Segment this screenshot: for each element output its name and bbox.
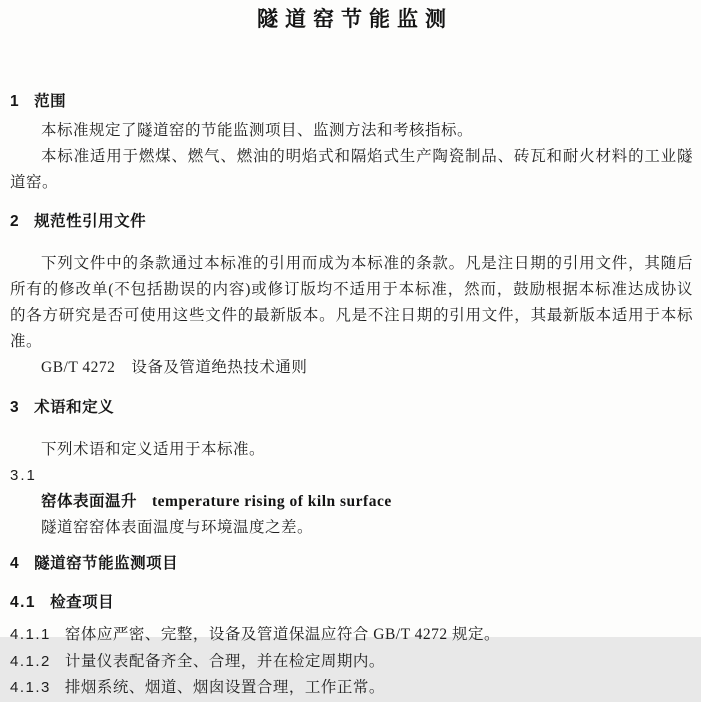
section-1-number: 1	[10, 93, 21, 110]
check-item-2-number: 4.1.2	[10, 652, 51, 670]
document-title: 隧道窑节能监测	[257, 8, 453, 31]
check-item-1-number: 4.1.1	[10, 626, 51, 643]
section-4-heading	[10, 555, 693, 573]
section-4-1-number: 4.1	[10, 594, 37, 611]
section-4-number: 4	[10, 555, 21, 572]
check-item-2	[10, 649, 693, 676]
section-2-number: 2	[10, 213, 21, 230]
section-1-heading	[10, 93, 693, 111]
section-3-title: 术语和定义	[34, 399, 115, 416]
section-1-paragraph-2: 本标准适用于燃煤、燃气、燃油的明焰式和隔焰式生产陶瓷制品、砖瓦和耐火材料的工业隧道窑。	[10, 148, 693, 191]
check-item-2-text: 计量仪表配备齐全、合理，并在检定周期内。	[64, 652, 385, 670]
term-entry	[10, 489, 693, 515]
check-item-1-text: 窑体应严密、完整，设备及管道保温应符合 GB/T 4272 规定。	[64, 626, 501, 643]
normative-reference	[10, 355, 693, 381]
section-4-1-title: 检查项目	[50, 594, 115, 611]
check-item-3-text: 排烟系统、烟道、烟囱设置合理，工作正常。	[64, 679, 385, 696]
check-item-3-number: 4.1.3	[10, 679, 51, 696]
term-english: temperature rising of kiln surface	[152, 493, 392, 510]
section-2-heading	[10, 213, 693, 231]
section-2-title: 规范性引用文件	[34, 213, 147, 230]
section-1-paragraph-1: 本标准规定了隧道窑的节能监测项目、监测方法和考核指标。	[41, 122, 474, 139]
term-chinese: 窑体表面温升	[41, 493, 138, 510]
term-definition: 隧道窑窑体表面温度与环境温度之差。	[41, 519, 314, 536]
section-3-intro: 下列术语和定义适用于本标准。	[41, 441, 266, 458]
section-4-1-heading	[10, 594, 693, 612]
reference-title: 设备及管道绝热技术通则	[131, 359, 308, 376]
check-item-1	[10, 622, 693, 649]
section-2-paragraph-1: 下列文件中的条款通过本标准的引用而成为本标准的条款。凡是注日期的引用文件，其随后所有的修改单(不包括勘误的内容)或修订版均不适用于本标准，然而，鼓励根据本标准达成协议的各方研究是否可使用这些文件的最新版本。凡是不注日期的引用文件，其最新版本适用于本标准。	[10, 255, 693, 350]
term-clause-number: 3.1	[10, 467, 37, 484]
check-item-3	[10, 675, 693, 702]
reference-code: GB/T 4272	[41, 359, 116, 376]
section-3-number: 3	[10, 399, 21, 416]
section-1-title: 范围	[34, 93, 67, 110]
section-3-heading	[10, 399, 693, 417]
section-4-title: 隧道窑节能监测项目	[34, 555, 179, 572]
